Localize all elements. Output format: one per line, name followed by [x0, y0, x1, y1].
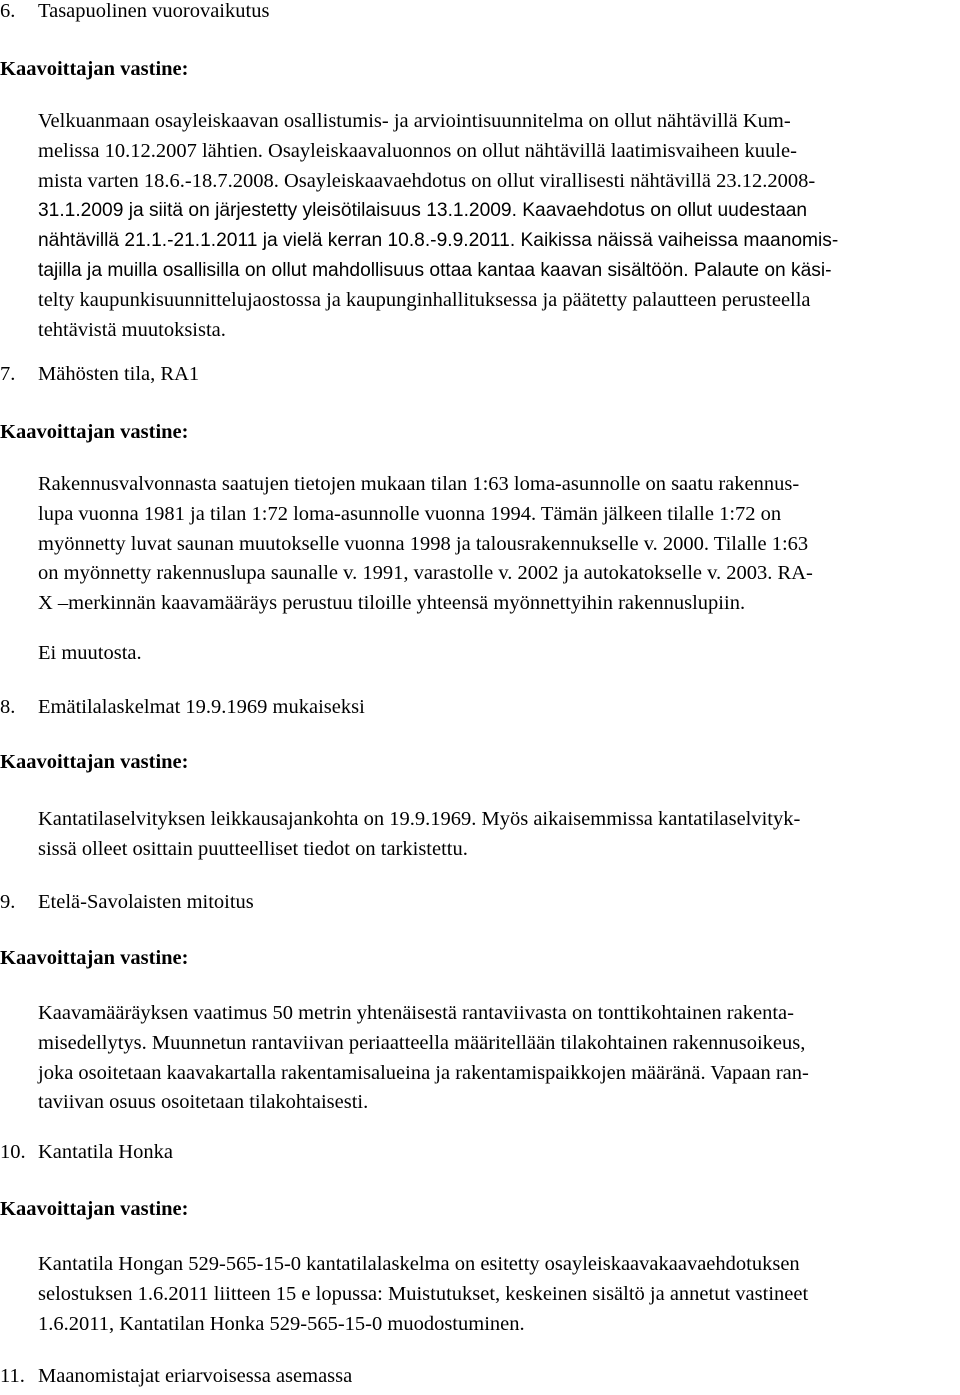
response-paragraph	[38, 470, 948, 619]
paragraph-line: telty kaupunkisuunnittelujaostossa ja kaupunginhallituksessa ja päätetty palautteen perusteella	[38, 288, 811, 311]
paragraph-line: selostuksen 1.6.2011 liitteen 15 e lopussa: Muistutukset, keskeinen sisältö ja annetut vastineet	[38, 1282, 809, 1305]
section-number: 10.	[0, 1141, 26, 1163]
paragraph-line: X –merkinnän kaavamääräys perustuu tiloille yhteensä myönnettyihin rakennuslupiin.	[38, 592, 746, 615]
section-heading	[0, 360, 960, 389]
section-heading	[0, 0, 960, 26]
paragraph-line: Velkuanmaan osayleiskaavan osallistumis- ja arviointisuunnitelma on ollut nähtävillä Kum-	[38, 110, 791, 132]
section-number: 8.	[0, 696, 16, 718]
response-paragraph	[38, 1250, 948, 1339]
decision-note: Ei muutosta.	[38, 642, 142, 664]
paragraph-line: Rakennusvalvonnasta saatujen tietojen mukaan tilan 1:63 loma-asunnolle on saatu rakennus-	[38, 473, 800, 495]
response-paragraph	[38, 107, 948, 345]
paragraph-line: lupa vuonna 1981 ja tilan 1:72 loma-asunnolle vuonna 1994. Tämän jälkeen tilalle 1:72 on	[38, 502, 782, 525]
response-paragraph	[38, 999, 948, 1118]
section-title: Mähösten tila, RA1	[38, 363, 200, 385]
paragraph-line: Kantatilaselvityksen leikkausajankohta on 19.9.1969. Myös aikaisemmissa kantatilaselvityk-	[38, 808, 801, 830]
paragraph-line: melissa 10.12.2007 lähtien. Osayleiskaavaluonnos on ollut nähtävillä laatimisvaiheen kuule-	[38, 139, 797, 162]
response-label: Kaavoittajan vastine:	[0, 751, 189, 773]
paragraph-line: Kantatila Hongan 529-565-15-0 kantatilalaskelma on esitetty osayleiskaavakaavaehdotuksen	[38, 1253, 800, 1275]
paragraph-line: sissä olleet osittain puutteelliset tiedot on tarkistettu.	[38, 837, 468, 860]
section-number: 11.	[0, 1365, 25, 1387]
paragraph-line: Kaavamääräyksen vaatimus 50 metrin yhtenäisestä rantaviivasta on tonttikohtainen rakenta-	[38, 1002, 794, 1024]
response-label: Kaavoittajan vastine:	[0, 421, 189, 443]
paragraph-line: misedellytys. Muunnetun rantaviivan periaatteella määritellään tilakohtainen rakennusoikeus,	[38, 1031, 806, 1054]
section-heading	[0, 693, 960, 722]
section-heading	[0, 1362, 960, 1391]
section-heading	[0, 1138, 960, 1167]
section-title: Tasapuolinen vuorovaikutus	[38, 0, 270, 22]
section-title: Etelä-Savolaisten mitoitus	[38, 891, 254, 913]
paragraph-line: on myönnetty rakennuslupa saunalle v. 1991, varastolle v. 2002 ja autokatokselle v. 2003. RA-	[38, 562, 813, 585]
paragraph-line: taviivan osuus osoitetaan tilakohtaisesti.	[38, 1091, 369, 1114]
section-title: Kantatila Honka	[38, 1141, 173, 1163]
response-label: Kaavoittajan vastine:	[0, 1198, 189, 1220]
paragraph-line: mista varten 18.6.-18.7.2008. Osayleiskaavaehdotus on ollut virallisesti nähtävillä 23.12.2008-	[38, 169, 816, 192]
paragraph-line: joka osoitetaan kaavakartalla rakentamisalueina ja rakentamispaikkojen määränä. Vapaan ran-	[38, 1061, 809, 1084]
section-heading	[0, 888, 960, 917]
paragraph-line: myönnetty luvat saunan muutokselle vuonna 1998 ja talousrakennukselle v. 2000. Tilalle 1:63	[38, 532, 809, 555]
response-label: Kaavoittajan vastine:	[0, 58, 189, 80]
paragraph-line: nähtävillä 21.1.-21.1.2011 ja vielä kerran 10.8.-9.9.2011. Kaikissa näissä vaiheissa maanomis-	[38, 230, 839, 252]
response-paragraph	[38, 805, 948, 865]
section-number: 7.	[0, 363, 16, 385]
section-title: Emätilalaskelmat 19.9.1969 mukaiseksi	[38, 696, 365, 718]
paragraph-line: 1.6.2011, Kantatilan Honka 529-565-15-0 muodostuminen.	[38, 1312, 525, 1335]
response-label: Kaavoittajan vastine:	[0, 947, 189, 969]
section-number: 6.	[0, 0, 16, 22]
paragraph-line: tajilla ja muilla osallisilla on ollut mahdollisuus ottaa kantaa kaavan sisältöön. Palaute on käsi-	[38, 259, 832, 281]
paragraph-line: tehtävistä muutoksista.	[38, 318, 226, 341]
paragraph-line: 31.1.2009 ja siitä on järjestetty yleisötilaisuus 13.1.2009. Kaavaehdotus on ollut uudestaan	[38, 200, 808, 222]
section-title: Maanomistajat eriarvoisessa asemassa	[38, 1365, 353, 1387]
section-number: 9.	[0, 891, 16, 913]
